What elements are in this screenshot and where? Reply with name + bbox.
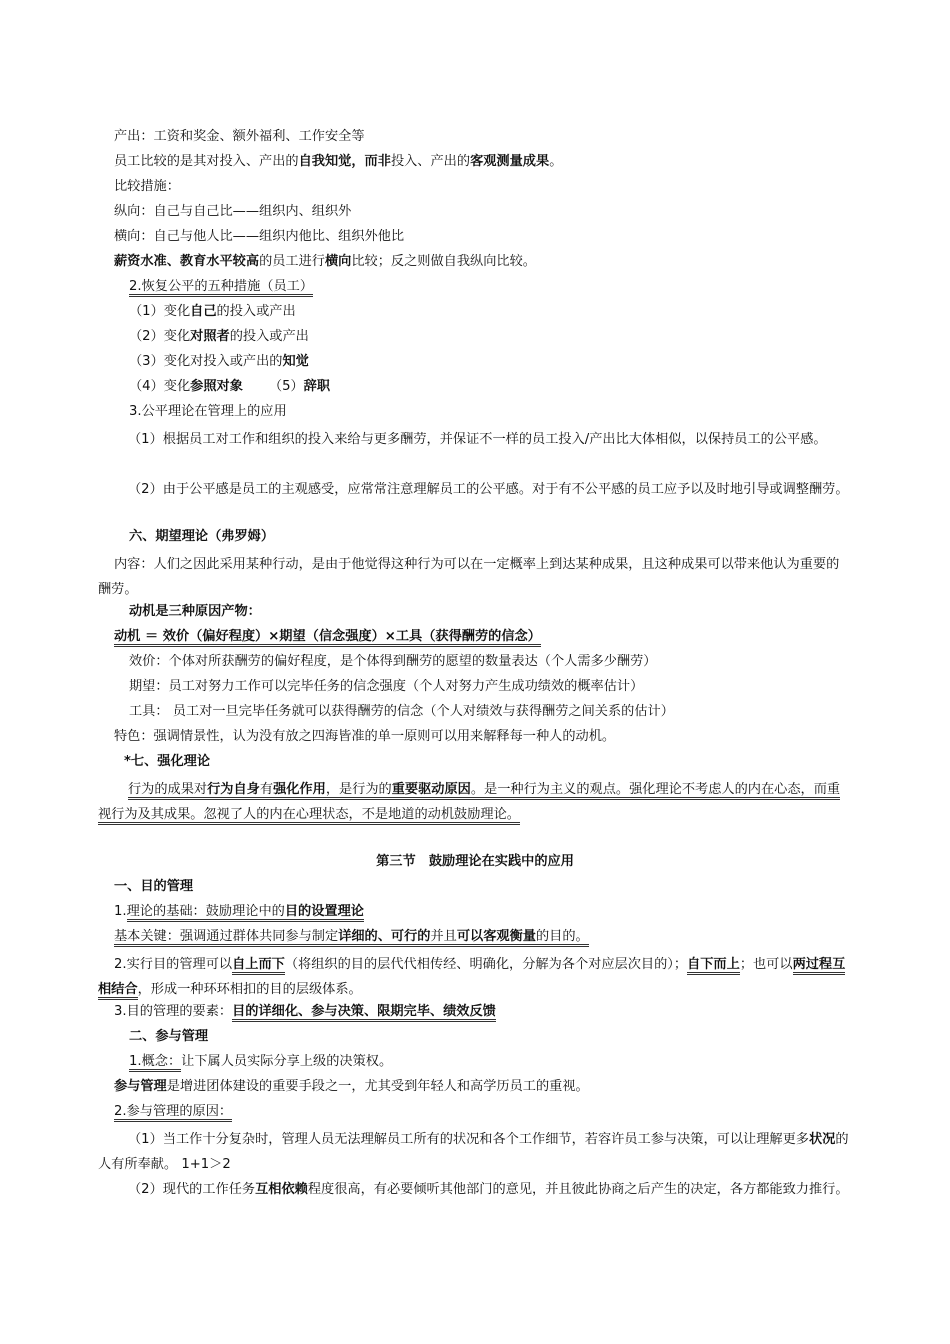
text-line: 纵向：自己与自己比——组织内、组织外: [114, 204, 352, 219]
text-line: 横向：自己与他人比——组织内他比、组织外他比: [114, 229, 405, 244]
list-item: （1）变化自己的投入或产出: [129, 304, 296, 319]
chapter-section-title: 第三节 鼓励理论在实践中的应用: [376, 854, 574, 869]
subheading: 3.公平理论在管理上的应用: [129, 404, 287, 419]
text-line: 产出：工资和奖金、额外福利、工作安全等: [114, 129, 365, 144]
paragraph: 行为的成果对行为自身有强化作用，是行为的重要驱动原因。是一种行为主义的观点。强化理论不考虑人的内在心态，而重视行为及其成果。忽视了人的内在心理状态，不是地道的动机鼓励理论。: [98, 777, 850, 827]
paragraph: （1）根据员工对工作和组织的投入来给与更多酬劳，并保证不一样的员工投入/产出比大体相似，以保持员工的公平感。: [128, 432, 827, 447]
text-line: 工具： 员工对一旦完毕任务就可以获得酬劳的信念（个人对绩效与获得酬劳之间关系的估计）: [129, 704, 674, 719]
text-line: 1.概念：让下属人员实际分享上级的决策权。: [129, 1052, 392, 1072]
text-line: 比较措施：: [114, 179, 180, 194]
paragraph: 内容：人们之因此采用某种行动，是由于他觉得这种行为可以在一定概率上到达某种成果，且这种成果可以带来他认为重要的酬劳。: [98, 557, 840, 597]
section-heading: 一、目的管理: [114, 879, 194, 894]
text-line: 3.目的管理的要素：目的详细化、参与决策、限期完毕、绩效反馈: [114, 1002, 496, 1022]
text-line: 1.理论的基础：鼓励理论中的目的设置理论: [114, 902, 364, 922]
section-heading: 六、期望理论（弗罗姆）: [129, 529, 275, 544]
text-line: 员工比较的是其对投入、产出的自我知觉，而非投入、产出的客观测量成果。: [114, 154, 563, 169]
text-line: 效价：个体对所获酬劳的偏好程度，是个体得到酬劳的愿望的数量表达（个人需多少酬劳）: [129, 654, 657, 669]
text-line: 2.参与管理的原因：: [114, 1102, 232, 1122]
list-item: （3）变化对投入或产出的知觉: [129, 354, 309, 369]
list-item: （4）变化参照对象 （5）辞职: [129, 379, 331, 394]
text-line: 特色：强调情景性，认为没有放之四海皆准的单一原则可以用来解释每一种人的动机。: [114, 729, 616, 744]
section-heading: *七、强化理论: [124, 754, 211, 769]
text-line: 动机是三种原因产物：: [129, 604, 261, 619]
formula: 动机 ＝ 效价（偏好程度）×期望（信念强度）×工具（获得酬劳的信念）: [114, 627, 541, 647]
subheading: 2.恢复公平的五种措施（员工）: [129, 277, 313, 297]
text-line: 参与管理是增进团体建设的重要手段之一，尤其受到年轻人和高学历员工的重视。: [114, 1079, 589, 1094]
paragraph: 2.实行目的管理可以自上而下（将组织的目的层代代相传经、明确化，分解为各个对应层次目的）；自下而上；也可以两过程互相结合，形成一种环环相扣的目的层级体系。: [98, 952, 850, 1002]
text-line: 薪资水准、教育水平较高的员工进行横向比较；反之则做自我纵向比较。: [114, 254, 536, 269]
list-item: （2）变化对照者的投入或产出: [129, 329, 309, 344]
paragraph: （2）由于公平感是员工的主观感受，应常常注意理解员工的公平感。对于有不公平感的员工应予以及时地引导或调整酬劳。: [128, 482, 849, 497]
text-line: 期望：员工对努力工作可以完毕任务的信念强度（个人对努力产生成功绩效的概率估计）: [129, 679, 644, 694]
text-line: 基本关键：强调通过群体共同参与制定详细的、可行的并且可以客观衡量的目的。: [114, 927, 589, 947]
section-heading: 二、参与管理: [129, 1029, 209, 1044]
paragraph: （1）当工作十分复杂时，管理人员无法理解员工所有的状况和各个工作细节，若容许员工参与决策，可以让理解更多状况的人有所奉献。 1+1＞2: [98, 1132, 849, 1172]
paragraph: （2）现代的工作任务互相依赖程度很高，有必要倾听其他部门的意见，并且彼此协商之后产生的决定，各方都能致力推行。: [128, 1182, 849, 1197]
